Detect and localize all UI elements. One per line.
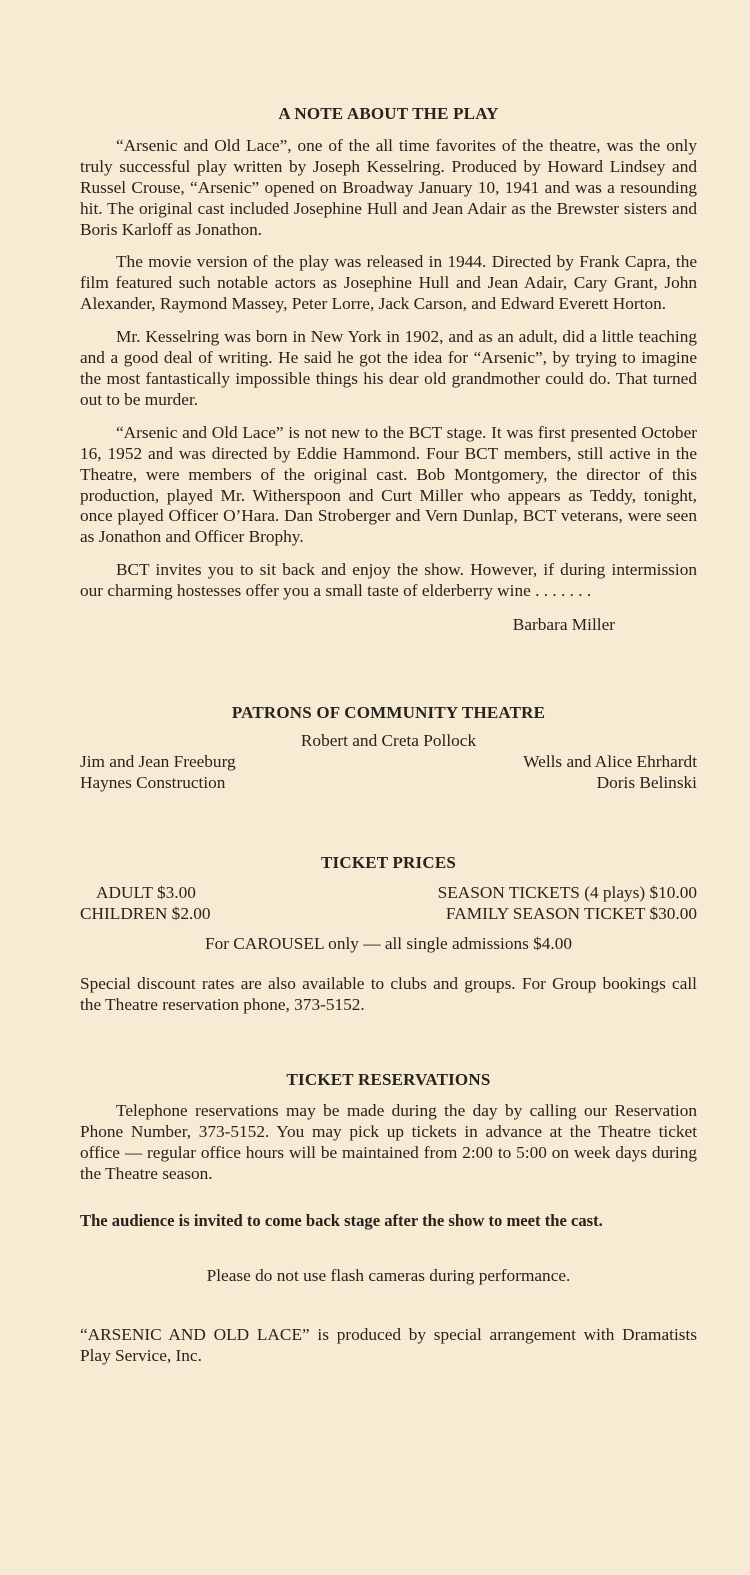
reservations-section <box>80 1070 697 1185</box>
ticket-prices-section <box>80 853 697 1016</box>
children-price: CHILDREN $2.00 <box>80 904 211 924</box>
discount-note: Special discount rates are also available to clubs and groups. For Group bookings call the Theatre reservation phone, 373-5152. <box>80 974 697 1015</box>
carousel-price: For CAROUSEL only — all single admissions $4.00 <box>204 934 573 954</box>
note-signature: Barbara Miller <box>512 615 615 635</box>
note-paragraph-1: “Arsenic and Old Lace”, one of the all time favorites of the theatre, was the only truly successful play written by Joseph Kesselring. Produced by Howard Lindsey and Russel Crouse, “Arsenic” opened on Broadway January 10, 1941 and was a resounding hit. The original cast included Josephine Hull and Jean Adair as the Brewster sisters and Boris Karloff as Jonathon. <box>80 135 697 239</box>
single-prices <box>80 883 270 925</box>
season-prices <box>438 883 697 925</box>
page-content <box>80 104 697 1367</box>
note-paragraph-5: BCT invites you to sit back and enjoy the show. However, if during intermission our charming hostesses offer you a small taste of elderberry wine . . . . . . . <box>80 560 697 601</box>
price-row <box>80 883 697 925</box>
patron-left-2: Haynes Construction <box>80 772 226 792</box>
note-title: A NOTE ABOUT THE PLAY <box>278 104 499 123</box>
season-ticket-price: SEASON TICKETS (4 plays) $10.00 <box>437 883 697 903</box>
arrangement-note: “ARSENIC AND OLD LACE” is produced by special arrangement with Dramatists Play Service, Inc. <box>80 1325 697 1366</box>
patron-right-2: Doris Belinski <box>596 772 697 792</box>
patron-left-1: Jim and Jean Freeburg <box>80 751 236 771</box>
audience-note: The audience is invited to come back stage after the show to meet the cast. <box>80 1210 603 1230</box>
note-section <box>80 104 697 636</box>
reservations-text: Telephone reservations may be made during the day by calling our Reservation Phone Number, 373-5152. You may pick up tickets in advance at the Theatre ticket office — regular office hours will be maintained from 2:00 to 5:00 on week days during the Theatre season. <box>80 1100 697 1183</box>
patrons-title: PATRONS OF COMMUNITY THEATRE <box>231 702 546 722</box>
family-season-price: FAMILY SEASON TICKET $30.00 <box>445 904 697 924</box>
note-paragraph-2: The movie version of the play was released in 1944. Directed by Frank Capra, the film featured such notable actors as Josephine Hull and Jean Adair, Cary Grant, John Alexander, Raymond Massey, Peter Lorre, Jack Carson, and Edward Everett Horton. <box>80 252 697 314</box>
patrons-section <box>80 703 697 794</box>
note-paragraph-3: Mr. Kesselring was born in New York in 1902, and as an adult, did a little teaching and a good deal of writing. He said he got the idea for “Arsenic”, by trying to imagine the most fantastically impossible things his dear old grandmother could do. That turned out to be murder. <box>80 327 697 409</box>
adult-price: ADULT $3.00 <box>96 883 196 903</box>
patron-row-1 <box>80 752 697 773</box>
flash-note: Please do not use flash cameras during performance. <box>206 1266 571 1286</box>
patron-row-2 <box>80 773 697 794</box>
reservations-title: TICKET RESERVATIONS <box>286 1070 491 1089</box>
patron-right-1: Wells and Alice Ehrhardt <box>523 751 697 771</box>
patron-center: Robert and Creta Pollock <box>300 730 477 750</box>
note-paragraph-4: “Arsenic and Old Lace” is not new to the BCT stage. It was first presented October 16, 1952 and was directed by Eddie Hammond. Four BCT members, still active in the Theatre, were members of the original cast. Bob Montgomery, the director of this production, played Mr. Witherspoon and Curt Miller who appears as Teddy, tonight, once played Officer O’Hara. Dan Stroberger and Vern Dunlap, BCT veterans, were seen as Jonathon and Officer Brophy. <box>80 422 697 547</box>
ticket-prices-title: TICKET PRICES <box>320 852 457 872</box>
